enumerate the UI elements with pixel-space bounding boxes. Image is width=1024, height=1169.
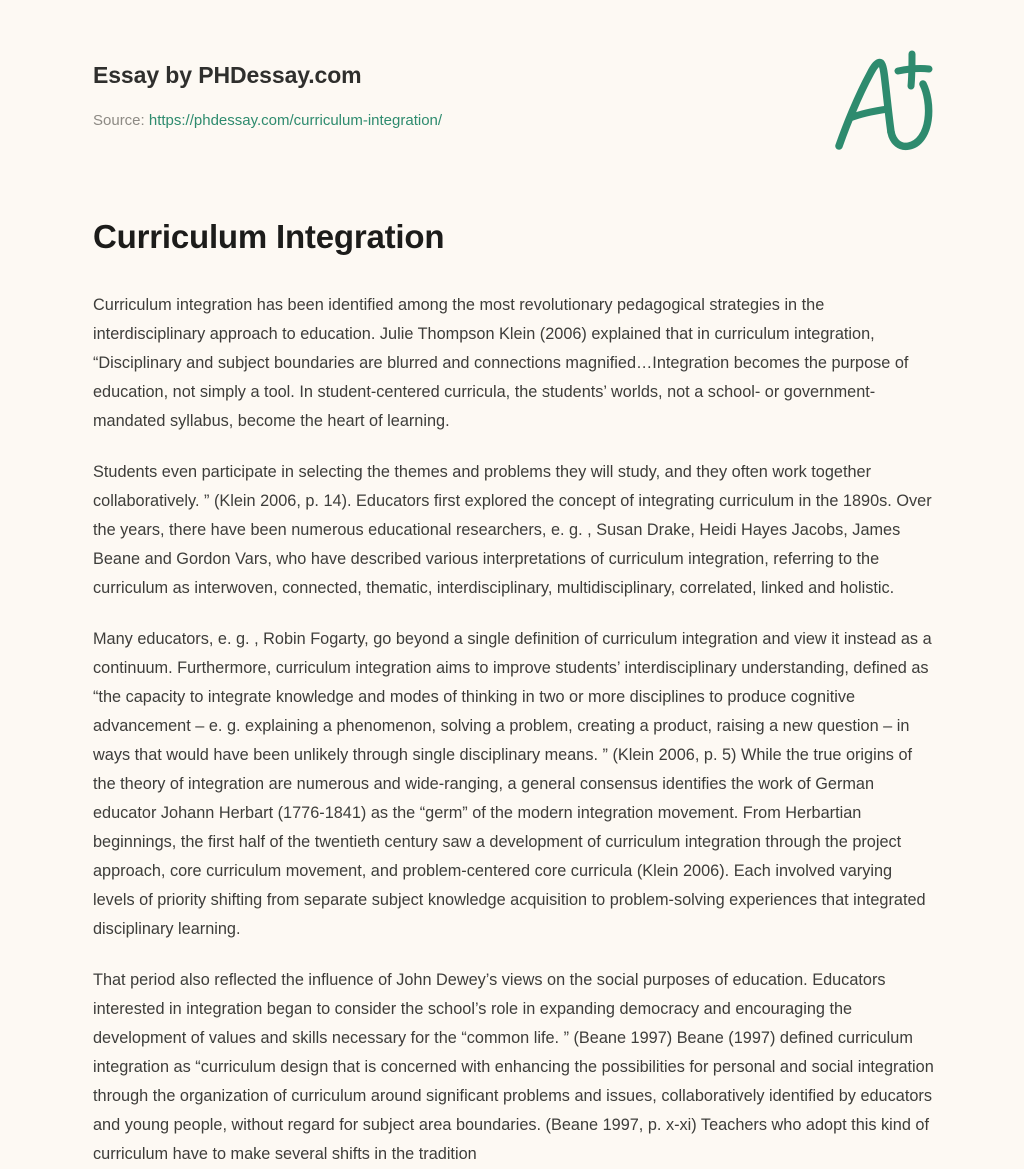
- article-body: [93, 291, 936, 1169]
- source-line: [93, 111, 936, 131]
- paragraph: Students even participate in selecting the themes and problems they will study, and they often work together collaboratively. ” (Klein 2006, p. 14). Educators first explored the concept of integrating curriculum in the 1890s. Over the years, there have been numerous educational researchers, e. g. , Susan Drake, Heidi Hayes Jacobs, James Beane and Gordon Vars, who have described various interpretations of curriculum integration, referring to the curriculum as interwoven, connected, thematic, interdisciplinary, multidisciplinary, correlated, linked and holistic.: [93, 463, 932, 598]
- article: [0, 160, 1024, 1169]
- brand-title: Essay by PHDessay.com: [93, 62, 362, 88]
- paragraph: Curriculum integration has been identified among the most revolutionary pedagogical strategies in the interdisciplinary approach to education. Julie Thompson Klein (2006) explained that in curriculum integration, “Disciplinary and subject boundaries are blurred and connections magnified…Integration becomes the purpose of education, not simply a tool. In student-centered curricula, the students’ worlds, not a school- or government-mandated syllabus, become the heart of learning.: [93, 296, 909, 431]
- page-title: Curriculum Integration: [93, 218, 445, 255]
- paragraph: Many educators, e. g. , Robin Fogarty, go beyond a single definition of curriculum integration and view it instead as a continuum. Furthermore, curriculum integration aims to improve students’ interdisciplinary understanding, defined as “the capacity to integrate knowledge and modes of thinking in two or more disciplines to produce cognitive advancement – e. g. explaining a phenomenon, solving a problem, creating a product, raising a new question – in ways that would have been unlikely through single disciplinary means. ” (Klein 2006, p. 5) While the true origins of the theory of integration are numerous and wide-ranging, a general consensus identifies the work of German educator Johann Herbart (1776-1841) as the “germ” of the modern integration movement. From Herbartian beginnings, the first half of the twentieth century saw a development of curriculum integration through the project approach, core curriculum movement, and problem-centered core curricula (Klein 2006). Each involved varying levels of priority shifting from separate subject knowledge acquisition to problem-solving experiences that integrated disciplinary learning.: [93, 630, 932, 939]
- paragraph: That period also reflected the influence of John Dewey’s views on the social purposes of education. Educators interested in integration began to consider the school’s role in expanding democracy and encouraging the development of values and skills necessary for the “common life. ” (Beane 1997) Beane (1997) defined curriculum integration as “curriculum design that is concerned with enhancing the possibilities for personal and social integration through the organization of curriculum around significant problems and issues, collaboratively identified by educators and young people, without regard for subject area boundaries. (Beane 1997, p. x-xi) Teachers who adopt this kind of curriculum have to make several shifts in the tradition: [93, 971, 934, 1164]
- a-plus-logo-icon: [826, 46, 944, 158]
- page-header: [0, 0, 1024, 160]
- source-url-link[interactable]: https://phdessay.com/curriculum-integration/: [148, 111, 443, 129]
- source-label: Source:: [93, 111, 145, 129]
